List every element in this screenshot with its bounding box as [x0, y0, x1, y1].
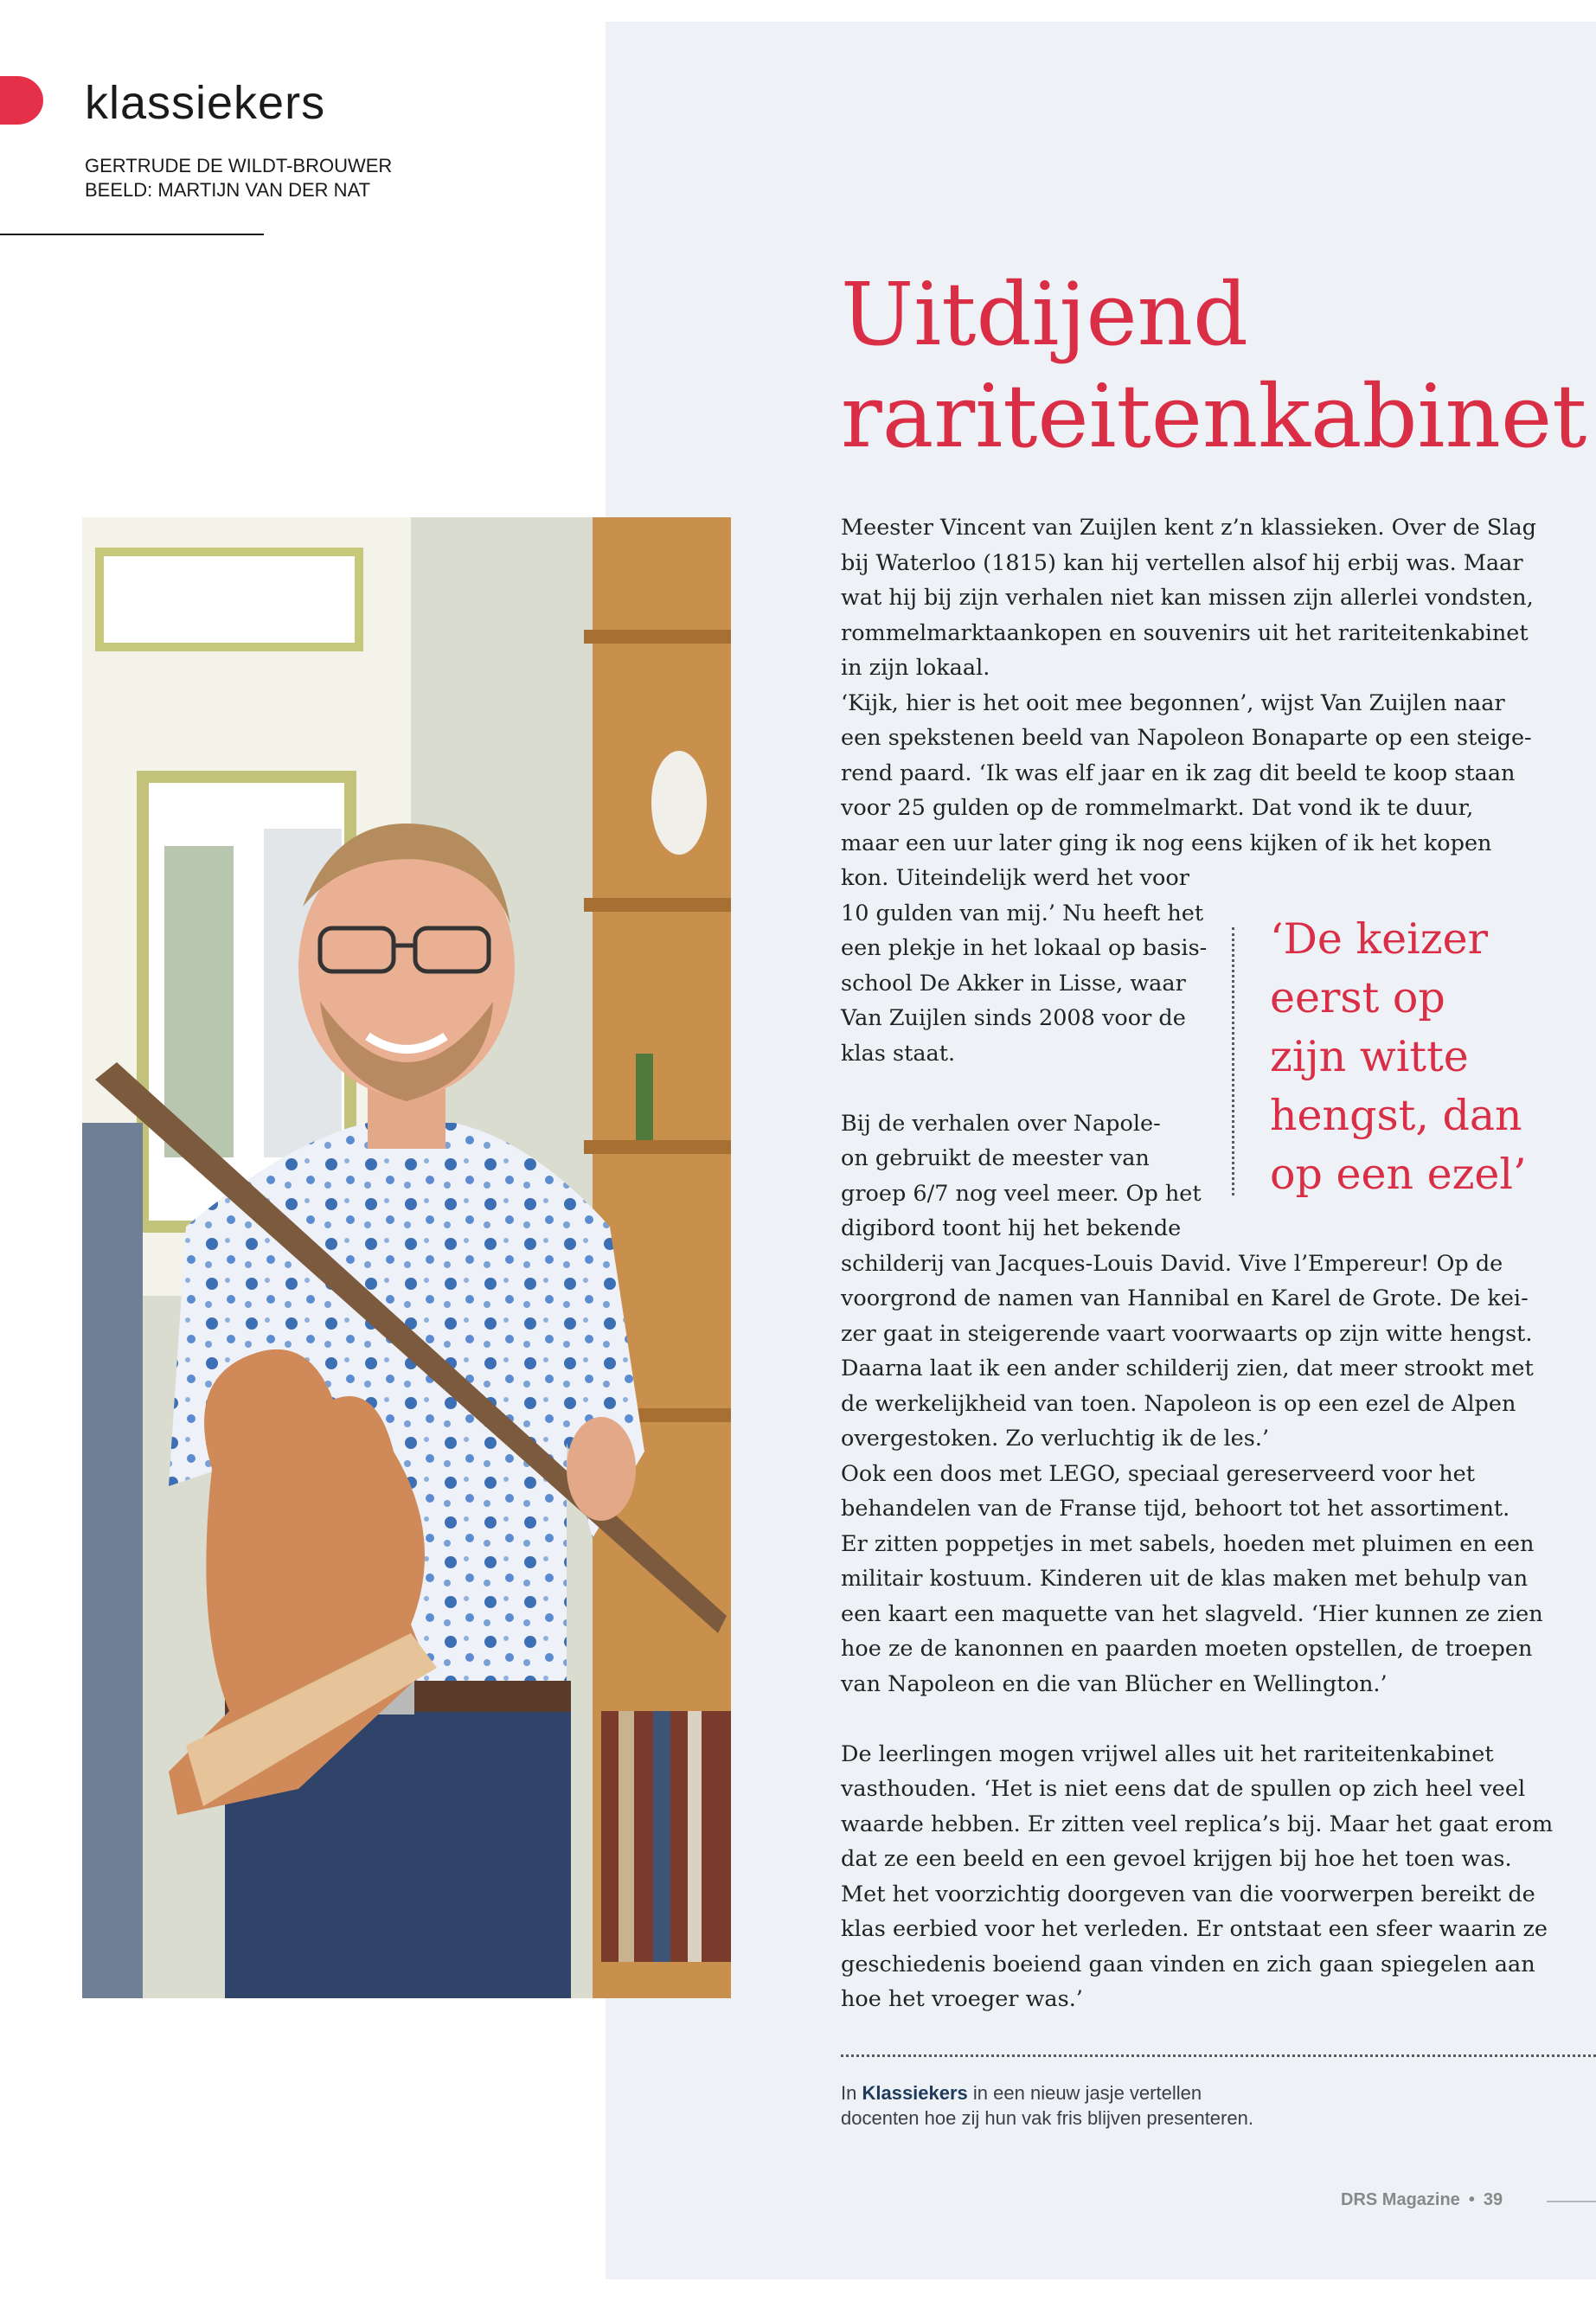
footnote-keyword: Klassiekers [862, 2082, 968, 2104]
body-line: Van Zuijlen sinds 2008 voor de [841, 1005, 1186, 1031]
body-line: een kaart een maquette van het slagveld. ‘Hier kunnen ze zien [841, 1600, 1543, 1627]
body-line: zer gaat in steigerende vaart voorwaarts op zijn witte hengst. [841, 1320, 1533, 1347]
body-line: hoe het vroeger was.’ [841, 1986, 1083, 2012]
pull-quote-line: eerst op [1270, 973, 1445, 1022]
body-line: vasthouden. ‘Het is niet eens dat de spullen op zich heel veel [841, 1776, 1526, 1802]
page-number: 39 [1483, 2190, 1503, 2209]
pull-quote [1270, 910, 1581, 1204]
body-line: bij Waterloo (1815) kan hij vertellen alsof hij erbij was. Maar [841, 549, 1523, 576]
footnote-divider [841, 2054, 1596, 2057]
credits [85, 154, 392, 202]
body-line: in zijn lokaal. [841, 655, 990, 681]
pull-quote-line: hengst, dan [1270, 1091, 1522, 1140]
body-line: wat hij bij zijn verhalen niet kan missen zijn allerlei vondsten, [841, 585, 1534, 611]
body-line: overgestoken. Zo verluchtig ik de les.’ [841, 1426, 1270, 1452]
body-line: school De Akker in Lisse, waar [841, 970, 1186, 997]
body-line: hoe ze de kanonnen en paarden moeten opstellen, de troepen [841, 1636, 1533, 1662]
body-line: militair kostuum. Kinderen uit de klas maken met behulp van [841, 1566, 1529, 1592]
body-line: voorgrond de namen van Hannibal en Karel de Grote. De kei- [841, 1285, 1529, 1311]
title-line: Uitdijend [841, 264, 1249, 365]
body-line: rend paard. ‘Ik was elf jaar en ik zag dit beeld te koop staan [841, 760, 1516, 786]
pull-quote-line: op een ezel’ [1270, 1150, 1527, 1199]
author-credit: GERTRUDE DE WILDT-BROUWER [85, 155, 393, 176]
body-line: voor 25 gulden op de rommelmarkt. Dat vond ik te duur, [841, 795, 1474, 821]
page-footer [1341, 2190, 1503, 2210]
body-line: Er zitten poppetjes in met sabels, hoeden met pluimen en een [841, 1530, 1535, 1557]
header-divider [0, 234, 264, 235]
article-body [841, 510, 1554, 2017]
footnote [841, 2080, 1253, 2131]
footer-separator: • [1468, 2190, 1475, 2209]
body-line: dat ze een beeld en een gevoel krijgen bij hoe het toen was. [841, 1846, 1512, 1872]
body-line: kon. Uiteindelijk werd het voor [841, 865, 1189, 891]
footnote-prefix: In [841, 2082, 862, 2104]
body-line: Bij de verhalen over Napole- [841, 1110, 1161, 1137]
body-line: Meester Vincent van Zuijlen kent z’n klassieken. Over de Slag [841, 515, 1536, 541]
pull-quote-divider [1232, 927, 1234, 1195]
pull-quote-line: zijn witte [1270, 1032, 1469, 1081]
footnote-text: docenten hoe zij hun vak fris blijven presenteren. [841, 2107, 1253, 2129]
body-line: 10 gulden van mij.’ Nu heeft het [841, 900, 1204, 926]
section-marker-icon [0, 76, 43, 125]
photo-credit: BEELD: MARTIJN VAN DER NAT [85, 179, 371, 201]
body-line: ‘Kijk, hier is het ooit mee begonnen’, wijst Van Zuijlen naar [841, 689, 1505, 716]
body-line: de werkelijkheid van toen. Napoleon is op een ezel de Alpen [841, 1390, 1516, 1417]
body-line: Met het voorzichtig doorgeven van die voorwerpen bereikt de [841, 1881, 1535, 1907]
body-line: van Napoleon en die van Blücher en Wellington.’ [841, 1670, 1388, 1697]
body-line: rommelmarktaankopen en souvenirs uit het rariteitenkabinet [841, 619, 1529, 646]
body-line: De leerlingen mogen vrijwel alles uit het rariteitenkabinet [841, 1740, 1494, 1767]
body-line: behandelen van de Franse tijd, behoort tot het assortiment. [841, 1496, 1510, 1522]
body-line: klas staat. [841, 1040, 956, 1067]
title-line: rariteitenkabinet [841, 366, 1587, 467]
body-line: digibord toont hij het bekende [841, 1215, 1182, 1241]
article-photo [82, 517, 731, 1998]
body-line: on gebruikt de meester van [841, 1145, 1150, 1171]
body-line: Ook een doos met LEGO, speciaal gereserveerd voor het [841, 1460, 1475, 1487]
paragraph-gap [841, 1702, 1516, 1737]
magazine-name: DRS Magazine [1341, 2190, 1460, 2209]
body-line: schilderij van Jacques-Louis David. Vive l’Empereur! Op de [841, 1250, 1503, 1277]
body-line: geschiedenis boeiend gaan vinden en zich gaan spiegelen aan [841, 1951, 1535, 1977]
footer-divider [1547, 2201, 1596, 2202]
body-line: klas eerbied voor het verleden. Er ontstaat een sfeer waarin ze [841, 1916, 1548, 1942]
body-line: maar een uur later ging ik nog eens kijken of ik het kopen [841, 830, 1492, 856]
body-line: Daarna laat ik een ander schilderij zien, dat meer strookt met [841, 1356, 1534, 1381]
body-line: een spekstenen beeld van Napoleon Bonaparte op een steige- [841, 725, 1532, 751]
article-title [841, 264, 1585, 468]
section-label: klassiekers [85, 77, 326, 129]
pull-quote-line: ‘De keizer [1270, 914, 1489, 964]
body-line: groep 6/7 nog veel meer. Op het [841, 1180, 1202, 1207]
footnote-text: in een nieuw jasje vertellen [967, 2082, 1202, 2104]
body-line: een plekje in het lokaal op basis- [841, 935, 1208, 961]
body-line: waarde hebben. Er zitten veel replica’s bij. Maar het gaat erom [841, 1811, 1554, 1837]
